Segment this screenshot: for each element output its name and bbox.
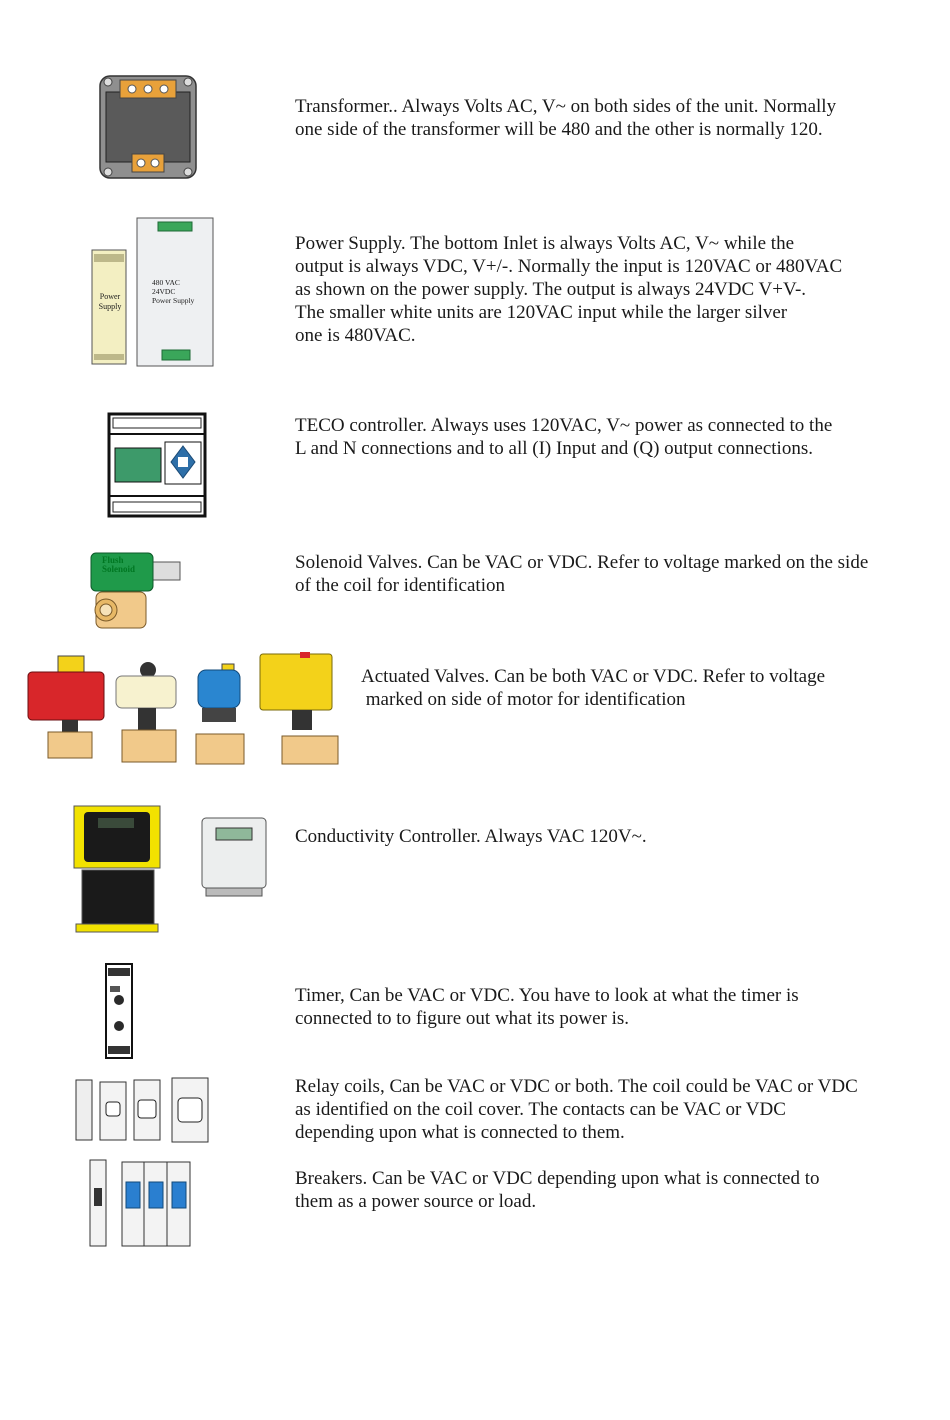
actuated-valves-description: [361, 665, 825, 711]
solenoid-coil-label-line: Solenoid: [102, 564, 136, 574]
solenoid-coil-label: [102, 556, 135, 574]
solenoid-valves-description: [295, 551, 868, 597]
relay-coils-image: [74, 1076, 210, 1144]
breakers-image: [88, 1158, 192, 1248]
relay-coils-description: [295, 1075, 858, 1144]
small-supply-label-line: Supply: [98, 302, 122, 311]
solenoid-valve-image: [88, 550, 184, 632]
transformer-description: [295, 95, 836, 141]
text-line: Actuated Valves. Can be both VAC or VDC. Refer to voltage: [361, 666, 826, 687]
text-line: Transformer.. Always Volts AC, V~ on both sides of the unit. Normally: [295, 96, 837, 117]
text-line: Relay coils, Can be VAC or VDC or both. The coil could be VAC or VDC: [295, 1076, 858, 1097]
text-line: as identified on the coil cover. The contacts can be VAC or VDC: [295, 1099, 786, 1120]
teco-controller-image: [107, 412, 207, 518]
power-supply-image: [90, 216, 216, 368]
solenoid-coil-label-line: Flush: [102, 555, 124, 565]
transformer-image: [98, 70, 198, 184]
large-supply-label: [152, 278, 212, 305]
small-supply-label: [94, 292, 126, 312]
large-supply-label-line: 480 VAC: [152, 278, 180, 287]
text-line: Conductivity Controller. Always VAC 120V~.: [295, 826, 647, 847]
timer-description: [295, 984, 799, 1030]
breakers-description: [295, 1167, 820, 1213]
text-line: Power Supply. The bottom Inlet is always Volts AC, V~ while the: [295, 233, 795, 254]
actuated-valves-image: [26, 652, 342, 768]
timer-image: [104, 962, 134, 1060]
text-line: Timer, Can be VAC or VDC. You have to look at what the timer is: [295, 985, 799, 1006]
text-line: depending upon what is connected to them.: [295, 1122, 625, 1143]
text-line: Solenoid Valves. Can be VAC or VDC. Refer to voltage marked on the side: [295, 552, 869, 573]
text-line: one side of the transformer will be 480 and the other is normally 120.: [295, 119, 823, 140]
text-line: output is always VDC, V+/-. Normally the input is 120VAC or 480VAC: [295, 256, 843, 277]
text-line: one is 480VAC.: [295, 325, 416, 346]
text-line: L and N connections and to all (I) Input and (Q) output connections.: [295, 438, 813, 459]
text-line: marked on side of motor for identification: [361, 689, 686, 710]
large-supply-label-line: Power Supply: [152, 296, 195, 305]
teco-controller-description: [295, 414, 832, 460]
text-line: The smaller white units are 120VAC input while the larger silver: [295, 302, 788, 323]
conductivity-controller-image: [70, 804, 274, 936]
text-line: connected to to figure out what its power is.: [295, 1008, 630, 1029]
text-line: Breakers. Can be VAC or VDC depending upon what is connected to: [295, 1168, 820, 1189]
large-supply-label-line: 24VDC: [152, 287, 176, 296]
text-line: of the coil for identification: [295, 575, 505, 596]
conductivity-controller-description: [295, 825, 647, 848]
power-supply-description: [295, 232, 842, 347]
text-line: TECO controller. Always uses 120VAC, V~ power as connected to the: [295, 415, 833, 436]
text-line: as shown on the power supply. The output is always 24VDC V+V-.: [295, 279, 807, 300]
text-line: them as a power source or load.: [295, 1191, 537, 1212]
small-supply-label-line: Power: [99, 292, 121, 301]
